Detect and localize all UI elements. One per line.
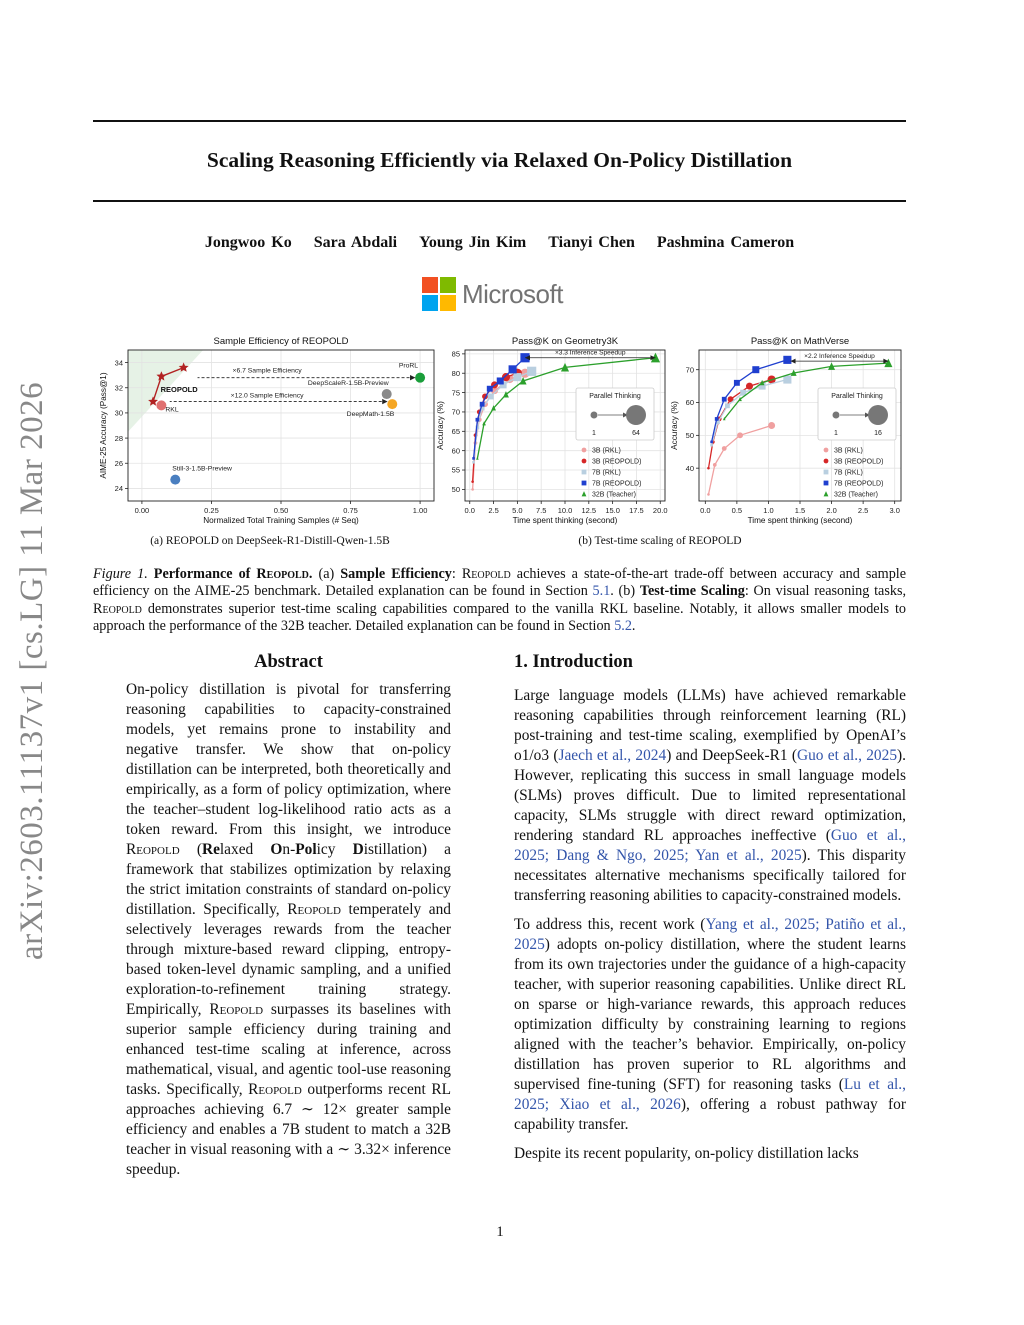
y-tick-label: 65 xyxy=(451,427,460,437)
author-name: Pashmina Cameron xyxy=(656,234,795,251)
top-rule xyxy=(93,120,906,122)
method-name: Reopold xyxy=(248,1081,302,1098)
logo-square-blue xyxy=(422,295,438,311)
legend-large-label: 16 xyxy=(874,430,882,437)
y-tick-label: 30 xyxy=(114,408,123,418)
x-tick-label: 0.50 xyxy=(273,506,289,515)
legend-small-label: 1 xyxy=(834,430,838,437)
series-point xyxy=(509,365,517,373)
abstract-span: On-policy distillation is pivotal for transferring reasoning capabilities to capacity-constrained models, yet remains prone to instability and negative transfer. We show that on-policy distillation can be interpreted, both theoretically and empirically, as a form of policy optimization, where the teacher–student log-likelihood ratio acts as a token reward. From this insight, we introduce xyxy=(126,681,451,838)
series-point xyxy=(725,403,730,408)
y-tick-label: 34 xyxy=(114,358,123,368)
x-tick-label: 1.5 xyxy=(794,506,806,515)
legend-large-marker xyxy=(626,405,646,425)
microsoft-wordmark: Microsoft xyxy=(462,278,563,309)
section-link[interactable]: 5.2 xyxy=(614,617,632,634)
point-label: DeepScaleR-1.5B-Preview xyxy=(307,380,389,388)
series-point xyxy=(737,432,743,438)
intro-span: ) adopts on-policy distillation, where the student learns from its own trajectories under the guidance of a high-capacity teacher, with superior reasoning capabilities. Unlike direct RL on sparse or high-variance rewards, this approach reduces optimization difficulty by constraining learning to regions aligned with the teacher’s behavior. Empirically, on-policy distillation has proven superior to RL algorithms and supervised fine-tuning (SFT) for reasoning tasks ( xyxy=(514,936,906,1093)
caption-text: (a) xyxy=(318,566,341,582)
series-point xyxy=(768,422,775,429)
series-point xyxy=(527,367,536,376)
point-label: Still-3-1.5B-Preview xyxy=(172,465,232,473)
microsoft-logo xyxy=(422,276,563,312)
abstract-column xyxy=(126,652,451,1189)
legend-small-label: 1 xyxy=(592,430,596,437)
abstract-span: ) a framework that stabilizes optimization by relaxing the strict imitation constraints of standard on-policy distillation. Specifically, xyxy=(126,841,451,918)
x-tick-label: 20.0 xyxy=(652,506,668,515)
series-point xyxy=(715,417,719,421)
abstract-span: outperforms recent RL approaches achieving 6.7 ∼ 12× greater sample efficiency and enables a 7B student to match a 32B teacher in visual reasoning with a ∼ 3.32× inference speedup. xyxy=(126,1081,451,1178)
page-number: 1 xyxy=(496,1224,504,1240)
legend-marker xyxy=(582,491,587,496)
subfigure-caption-b: (b) Test-time scaling of REOPOLD xyxy=(578,535,742,547)
abstract-span: ( xyxy=(179,841,202,858)
legend-marker xyxy=(582,470,587,475)
legend-marker xyxy=(824,459,829,464)
annotation-label: ×3.3 Inference Speedup xyxy=(554,349,626,357)
mathverse-svg xyxy=(672,330,912,530)
series-point xyxy=(752,366,759,373)
method-name: Reopold xyxy=(126,841,180,858)
point-label: DeepMath-1.5B xyxy=(346,411,395,419)
caption-bold-text: . xyxy=(308,566,313,582)
series-point xyxy=(746,383,753,390)
point-label: RKL xyxy=(165,406,179,414)
legend-label: 7B (RKL) xyxy=(592,469,621,477)
legend-small-marker xyxy=(833,412,840,419)
x-axis-label: Time spent thinking (second) xyxy=(512,516,618,525)
series-point xyxy=(722,397,727,402)
caption-bold-text: Performance of xyxy=(153,566,257,582)
x-axis-label: Time spent thinking (second) xyxy=(747,516,853,525)
y-tick-label: 70 xyxy=(685,365,694,375)
author-name: Sara Abdali xyxy=(313,234,398,251)
series-point xyxy=(503,391,509,397)
intro-span: ), offering a robust pathway for capability transfer. xyxy=(514,1096,906,1133)
introduction-column xyxy=(514,652,906,1173)
y-tick-label: 80 xyxy=(451,368,460,378)
legend-marker xyxy=(824,491,829,496)
logo-square-red xyxy=(422,277,438,293)
legend-label: 3B (REOPOLD) xyxy=(834,458,884,466)
citation-link[interactable]: Lu et al., 2025; Xiao et al., 2026 xyxy=(514,1076,906,1113)
x-tick-label: 2.5 xyxy=(488,506,499,515)
y-tick-label: 28 xyxy=(114,433,123,443)
sample-efficiency-svg xyxy=(92,330,437,530)
x-tick-label: 17.5 xyxy=(629,506,644,515)
series-point xyxy=(710,441,713,444)
point-label: ProRL xyxy=(398,362,419,370)
y-tick-label: 60 xyxy=(685,398,694,408)
legend-large-label: 64 xyxy=(632,430,640,437)
legend-label: 3B (REOPOLD) xyxy=(592,458,642,466)
y-tick-label: 55 xyxy=(451,465,460,475)
geometry3k-svg xyxy=(434,330,674,530)
series-point xyxy=(471,480,474,483)
series-point xyxy=(734,380,740,386)
citation-link[interactable]: Guo et al., 2025; Dang & Ngo, 2025; Yan et al., 2025 xyxy=(514,827,906,864)
abstract-span: icy xyxy=(316,841,353,858)
caption-bold-term: Sample Efficiency xyxy=(340,566,452,582)
caption-text: . xyxy=(631,617,636,634)
legend-label: 7B (REOPOLD) xyxy=(834,480,884,488)
x-tick-label: 0.5 xyxy=(731,506,743,515)
legend-marker xyxy=(824,481,829,486)
reopold-label: REOPOLD xyxy=(160,385,198,395)
intro-paragraph xyxy=(514,915,906,1135)
author-name: Jongwoo Ko xyxy=(204,234,292,251)
citation-link[interactable]: Yang et al., 2025; Patiño et al., 2025 xyxy=(514,916,906,953)
caption-text: achieves a state-of-the-art trade-off between accuracy and sample efficiency on the AIME-25 benchmark. Detailed explanation can be found in Section xyxy=(93,566,907,600)
intro-span: ). This disparity necessitates alternative mechanisms specifically tailored for transferring reasoning abilities to capacity-constrained models. xyxy=(514,847,906,904)
legend-inset-title: Parallel Thinking xyxy=(831,393,883,400)
intro-span: ) and DeepSeek-R1 ( xyxy=(666,747,797,764)
x-tick-label: 5.0 xyxy=(512,506,523,515)
abstract-span: laxed xyxy=(219,841,271,858)
method-name: Reopold xyxy=(93,600,142,617)
x-tick-label: 0.75 xyxy=(343,506,358,515)
intro-span: ). However, replicating this success in small language models (SLMs) proves difficult. Due to limited representational capacity, SLMs struggle with direct reward optimization, rendering standard RL approaches ineffective ( xyxy=(514,747,907,844)
author-name: Young Jin Kim xyxy=(419,234,527,251)
acronym-letter: O xyxy=(270,841,283,858)
abstract-heading: Abstract xyxy=(254,652,323,672)
geometry3k-chart xyxy=(434,330,674,530)
y-tick-label: 85 xyxy=(451,349,460,359)
baseline-point xyxy=(415,373,425,383)
series-point xyxy=(471,488,474,491)
y-axis-label: AIME-25 Accuracy (Pass@1) xyxy=(99,372,108,479)
acronym-letter: Pol xyxy=(295,841,317,858)
series-point xyxy=(710,444,713,447)
method-name: Reopold xyxy=(256,566,309,582)
y-tick-label: 50 xyxy=(685,431,694,441)
mathverse-chart xyxy=(672,330,912,530)
series-point xyxy=(480,402,485,407)
author-name: Tianyi Chen xyxy=(548,234,635,251)
citation-link[interactable]: Jaech et al., 2024 xyxy=(558,747,667,764)
series-point xyxy=(497,377,504,384)
x-tick-label: 10.0 xyxy=(557,506,573,515)
legend-label: 7B (REOPOLD) xyxy=(592,480,642,488)
x-tick-label: 1.0 xyxy=(763,506,774,515)
logo-square-yellow xyxy=(440,295,456,311)
y-tick-label: 26 xyxy=(114,458,123,468)
legend-inset-title: Parallel Thinking xyxy=(589,393,641,400)
series-point xyxy=(488,394,494,400)
method-name: Reopold xyxy=(287,901,341,918)
legend-marker xyxy=(824,448,829,453)
legend-small-marker xyxy=(591,412,598,419)
method-name: Reopold xyxy=(209,1001,264,1018)
abstract-span: temperately and selectively leverages rewards from the teacher through mixture-based reward clipping, entropy-based token-level dynamic sampling, and a unified exploration-to-refinement training strategy. Empirically, xyxy=(126,901,452,1018)
intro-span: To address this, recent work ( xyxy=(514,916,706,933)
intro-paragraph xyxy=(514,686,906,906)
citation-link[interactable]: Guo et al., 2025 xyxy=(796,747,898,764)
y-tick-label: 32 xyxy=(114,383,123,393)
x-axis-label: Normalized Total Training Samples (# Seq) xyxy=(203,516,359,525)
sample-efficiency-chart xyxy=(92,330,437,530)
x-tick-label: 12.5 xyxy=(581,506,597,515)
abstract-span: n- xyxy=(282,841,296,858)
caption-bold-title xyxy=(154,566,313,582)
legend-marker xyxy=(824,470,829,475)
series-point xyxy=(487,386,493,392)
x-tick-label: 0.00 xyxy=(134,506,150,515)
title-rule xyxy=(93,200,906,202)
series-point xyxy=(513,373,521,381)
y-tick-label: 70 xyxy=(451,407,460,417)
acronym-letter: D xyxy=(352,841,364,858)
y-tick-label: 50 xyxy=(451,485,460,495)
legend-label: 32B (Teacher) xyxy=(592,491,636,499)
annotation-label: ×2.2 Inference Speedup xyxy=(804,353,875,361)
x-tick-label: 3.0 xyxy=(889,506,900,515)
baseline-point xyxy=(170,475,180,485)
y-tick-label: 75 xyxy=(451,388,460,398)
x-tick-label: 7.5 xyxy=(535,506,547,515)
y-axis-label: Accuracy (%) xyxy=(670,401,679,450)
series-point xyxy=(472,457,475,460)
caption-text: demonstrates superior test-time scaling capabilities compared to the vanilla RKL baseline. Notably, it allows smaller models to approach the performance of the 32B teacher. Detailed explanation can be found in Section xyxy=(93,600,906,634)
series-point xyxy=(783,356,791,364)
series-point xyxy=(722,446,727,451)
caption-bold-term: Test-time Scaling xyxy=(639,583,745,600)
chart-title: Pass@K on Geometry3K xyxy=(511,336,619,347)
figure-label: Figure 1. xyxy=(93,566,148,582)
subfigure-caption-a: (a) REOPOLD on DeepSeek-R1-Distill-Qwen-1.5B xyxy=(150,535,390,547)
x-tick-label: 1.00 xyxy=(412,506,428,515)
x-tick-label: 15.0 xyxy=(605,506,620,515)
legend-large-marker xyxy=(868,405,888,425)
acronym-letter: Re xyxy=(201,841,220,858)
legend-marker xyxy=(582,448,587,453)
series-point xyxy=(472,461,475,464)
x-tick-label: 2.5 xyxy=(857,506,869,515)
logo-square-green xyxy=(440,277,456,293)
baseline-point xyxy=(382,389,392,399)
series-point xyxy=(707,493,710,496)
introduction-heading: 1. Introduction xyxy=(514,652,633,672)
legend-label: 32B (Teacher) xyxy=(834,491,878,499)
y-axis-label: Accuracy (%) xyxy=(436,401,445,450)
caption-text: : On visual reasoning tasks, xyxy=(744,583,907,600)
annotation-label: ×12.0 Sample Efficiency xyxy=(230,392,304,400)
chart-title: Pass@K on MathVerse xyxy=(750,336,850,347)
baseline-point xyxy=(387,399,397,409)
legend-label: 7B (RKL) xyxy=(834,469,863,477)
x-tick-label: 0.0 xyxy=(700,506,711,515)
legend-label: 3B (RKL) xyxy=(592,447,621,455)
figure-caption xyxy=(93,566,906,635)
series-point xyxy=(476,418,480,422)
caption-text: : xyxy=(451,566,462,582)
intro-paragraph: Despite its recent popularity, on-policy distillation lacks xyxy=(514,1145,859,1162)
intro-span: Large language models (LLMs) have achieved remarkable reasoning capabilities through reinforcement learning (RL) post-training and test-time scaling, exemplified by OpenAI’s o1/o3 ( xyxy=(514,687,906,764)
y-tick-label: 60 xyxy=(451,446,460,456)
y-tick-label: 24 xyxy=(114,484,123,494)
method-name: Reopold xyxy=(461,566,511,582)
x-tick-label: 0.0 xyxy=(464,506,475,515)
annotation-label: ×6.7 Sample Efficiency xyxy=(232,367,302,375)
series-point xyxy=(707,467,710,470)
series-point xyxy=(783,375,791,383)
section-link[interactable]: 5.1 xyxy=(592,583,611,600)
legend-label: 3B (RKL) xyxy=(834,447,863,455)
x-tick-label: 0.25 xyxy=(204,506,219,515)
arxiv-identifier: arXiv:2603.11137v1 [cs.LG] 11 Mar 2026 xyxy=(14,381,50,960)
author-list xyxy=(93,234,906,252)
legend-marker xyxy=(582,481,587,486)
microsoft-windows-icon xyxy=(422,277,456,311)
paper-title: Scaling Reasoning Efficiently via Relaxed On-Policy Distillation xyxy=(206,148,793,172)
x-tick-label: 2.0 xyxy=(826,506,837,515)
y-tick-label: 40 xyxy=(685,463,694,473)
chart-title: Sample Efficiency of REOPOLD xyxy=(213,336,349,347)
abstract-span: surpasses its baselines with superior sample efficiency during training and enhanced test-time scaling at inference, across mathematical, visual, and agentic tool-use reasoning tasks. Specifically, xyxy=(126,1001,451,1098)
series-point xyxy=(713,463,717,467)
abstract-text xyxy=(126,680,451,1180)
caption-text: . (b) xyxy=(610,583,640,600)
legend-marker xyxy=(582,459,587,464)
abstract-span: istillation xyxy=(363,841,422,858)
